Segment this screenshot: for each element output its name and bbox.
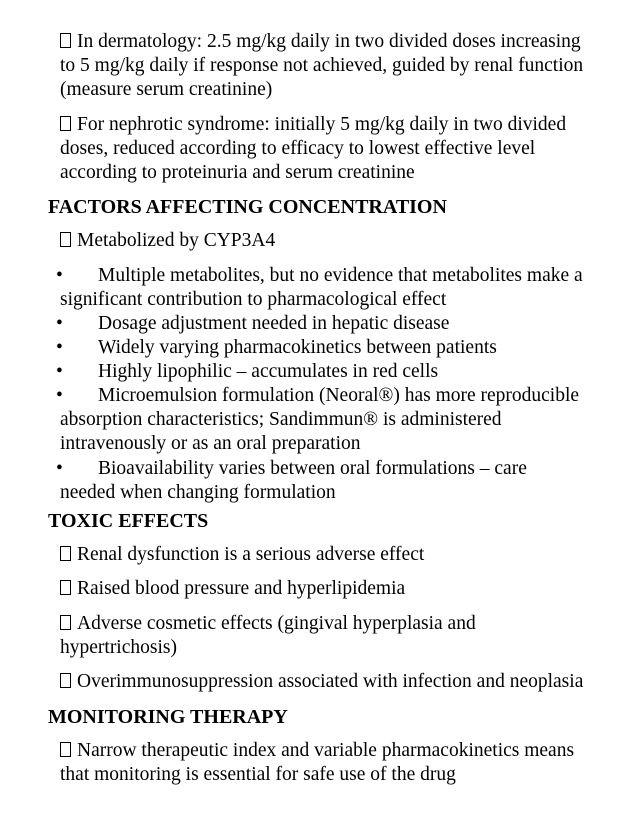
toxic-item bbox=[60, 577, 630, 601]
factors-bullet-item bbox=[56, 336, 630, 360]
factors-bullet-item bbox=[56, 264, 630, 312]
toxic-item bbox=[60, 612, 630, 660]
missing-glyph-box-icon bbox=[60, 546, 71, 561]
bullet-icon: • bbox=[56, 265, 63, 286]
missing-glyph-box-icon bbox=[60, 580, 71, 595]
toxic-item-text: Adverse cosmetic effects (gingival hyperplasia and hypertrichosis) bbox=[60, 613, 476, 658]
dosing-dermatology-paragraph bbox=[60, 30, 630, 102]
missing-glyph-box-icon bbox=[60, 615, 71, 630]
factors-bullet-item bbox=[56, 312, 630, 336]
factors-lead-paragraph bbox=[60, 229, 630, 253]
monitoring-item-text: Narrow therapeutic index and variable pharmacokinetics means that monitoring is essential for safe use of the drug bbox=[60, 740, 575, 785]
bullet-icon: • bbox=[56, 458, 63, 479]
bullet-icon: • bbox=[56, 385, 63, 406]
factors-lead-text: Metabolized by CYP3A4 bbox=[77, 230, 276, 251]
dosing-nephrotic-paragraph bbox=[60, 113, 630, 185]
bullet-text-first-line: Widely varying pharmacokinetics between patients bbox=[98, 337, 497, 358]
bullet-text-continuation: significant contribution to pharmacological effect bbox=[60, 289, 447, 310]
dosing-dermatology-text: In dermatology: 2.5 mg/kg daily in two divided doses increasing to 5 mg/kg daily if response not achieved, guided by renal function (measure serum creatinine) bbox=[60, 31, 584, 100]
bullet-icon: • bbox=[56, 337, 63, 358]
toxic-item bbox=[60, 670, 630, 694]
missing-glyph-box-icon bbox=[60, 33, 71, 48]
bullet-text-first-line: Multiple metabolites, but no evidence that metabolites make a bbox=[98, 265, 583, 286]
bullet-text-first-line: Dosage adjustment needed in hepatic disease bbox=[98, 313, 450, 334]
monitoring-heading: MONITORING THERAPY bbox=[48, 706, 288, 728]
dosing-nephrotic-text: For nephrotic syndrome: initially 5 mg/kg daily in two divided doses, reduced according to efficacy to lowest effective level according to proteinuria and serum creatinine bbox=[60, 114, 567, 183]
factors-bullet-item bbox=[56, 360, 630, 384]
bullet-text-continuation: absorption characteristics; Sandimmun® is administered intravenously or as an oral preparation bbox=[60, 409, 502, 454]
bullet-icon: • bbox=[56, 361, 63, 382]
toxic-effects-heading: TOXIC EFFECTS bbox=[48, 510, 209, 532]
missing-glyph-box-icon bbox=[60, 673, 71, 688]
bullet-text-first-line: Bioavailability varies between oral formulations – care bbox=[98, 458, 527, 479]
factors-heading: FACTORS AFFECTING CONCENTRATION bbox=[48, 196, 447, 218]
bullet-text-continuation: needed when changing formulation bbox=[60, 482, 336, 503]
factors-bullet-item bbox=[56, 384, 630, 456]
missing-glyph-box-icon bbox=[60, 742, 71, 757]
toxic-item bbox=[60, 543, 630, 567]
toxic-item-text: Renal dysfunction is a serious adverse effect bbox=[77, 544, 425, 565]
missing-glyph-box-icon bbox=[60, 232, 71, 247]
bullet-text-first-line: Microemulsion formulation (Neoral®) has more reproducible bbox=[98, 385, 580, 406]
toxic-item-text: Overimmunosuppression associated with infection and neoplasia bbox=[77, 671, 584, 692]
bullet-icon: • bbox=[56, 313, 63, 334]
factors-bullet-item bbox=[56, 457, 630, 505]
monitoring-item bbox=[60, 739, 630, 787]
toxic-item-text: Raised blood pressure and hyperlipidemia bbox=[77, 578, 406, 599]
bullet-text-first-line: Highly lipophilic – accumulates in red cells bbox=[98, 361, 439, 382]
missing-glyph-box-icon bbox=[60, 116, 71, 131]
